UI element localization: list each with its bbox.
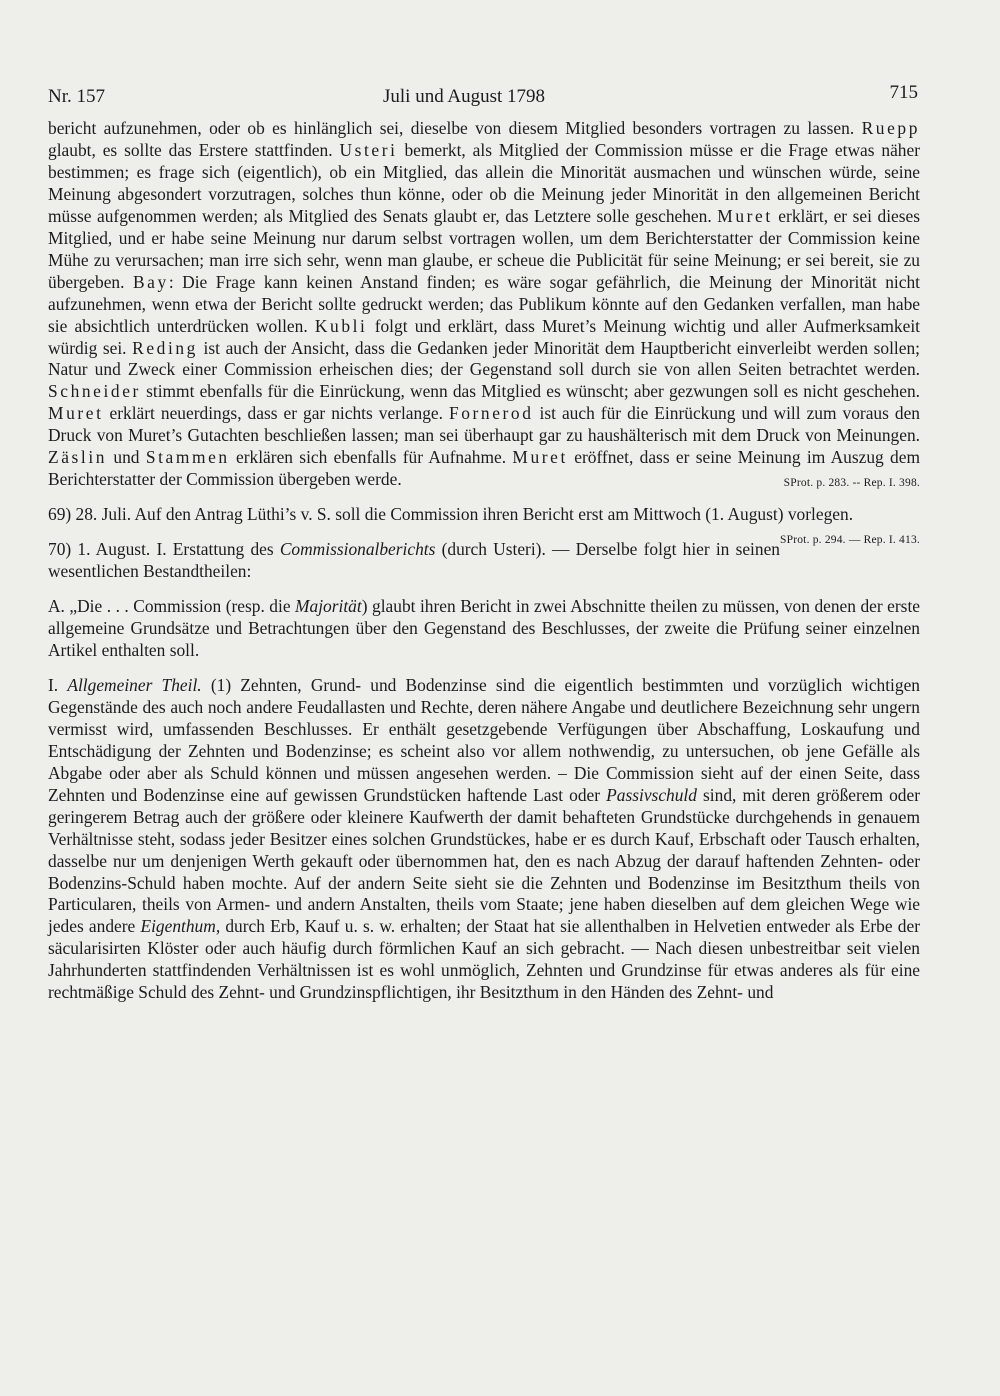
emphasis: Commissionalberichts — [279, 539, 436, 560]
text-run: 70) 1. August. I. Erstattung des — [48, 539, 280, 560]
paragraph-debate — [48, 118, 920, 491]
speaker-name: Muret — [48, 403, 104, 424]
page-number: 715 — [889, 82, 918, 103]
text-run: A. „Die . . . Commission (resp. die — [48, 596, 296, 617]
text-run: durch Erb, Kauf u. s. w. erhalten; der Staat hat sie allenthalben in Helvetien entweder als Erbe der säcularisirten Klöster oder auch häufig durch förmlichen Kauf an sich gebracht. — Nach diesen unbestreitbar seit vielen Jahrhunderten stattfindenden Verhältnissen ist es wohl unmöglich, Zehnten und Grundzinse für etwas anderes als für eine rechtmäßige Schuld des Zehnt- und Grundzinspflichtigen, ihr Besitzthum in den Händen des Zehnt- und — [48, 916, 920, 1003]
text-run: erklärt neuerdings, dass er gar nichts verlange. — [103, 403, 449, 424]
text-run: ) glaubt ihren Bericht in zwei Abschnitte theilen zu müssen, von denen der erste allgemeine Grundsätze und Betrachtungen über den Gegenstand des Beschlusses, der zweite die Prüfung seiner einzelnen Artikel enthalten soll. — [48, 596, 920, 660]
speaker-name: Stammen — [145, 447, 230, 468]
speaker-name: Zäslin — [48, 447, 108, 468]
source-reference: SProt. p. 294. — Rep. I. 413. — [780, 534, 920, 547]
running-header — [48, 82, 918, 116]
text-run: bemerkt, als Mitglied der Commission müsse er die Frage etwas näher bestimmen; es frage sich (eigentlich), ob ein Mitglied, das allein die Minorität ausmachen und wünschen würde, seine Meinung abgesondert vorzutragen, solches thun könne, oder ob die Meinung jeder Minorität in den allgemeinen Bericht müsse aufgenommen werden; als Mitglied des Senats glaubt er, das Letztere solle geschehen. — [48, 139, 920, 226]
header-title: Juli und August 1798 — [383, 86, 546, 107]
text-run: 69) 28. Juli. Auf den Antrag Lüthi’s v. S. soll die Commission ihren Bericht erst am Mittwoch (1. August) vorlegen. — [48, 504, 854, 525]
emphasis: Passivschuld — [606, 784, 697, 805]
text-run: ist auch der Ansicht, dass die Gedanken jeder Minorität dem Hauptbericht einverleibt werden sollen; Natur und Zweck einer Commission erheischen dies; der Gegenstand soll durch sie von allen Seiten betrachtet werden. — [48, 337, 920, 380]
text-run: folgt und erklärt, dass Muret’s Meinung wichtig und aller Aufmerksamkeit würdig sei. — [48, 315, 921, 358]
speaker-name: Muret — [512, 447, 568, 468]
emphasis: Eigenthum, — [140, 916, 221, 937]
speaker-name: Bay — [132, 271, 169, 292]
emphasis: Majorität — [295, 596, 362, 617]
speaker-name: Kubli — [314, 315, 368, 336]
text-run: ist auch für die Einrückung und will zum voraus den Druck von Muret’s Gutachten beschließen lassen; man sei überhaupt gar zu haushälterisch mit dem Druck von Meinungen. — [48, 403, 921, 446]
document-number: Nr. 157 — [48, 86, 105, 107]
speaker-name: Schneider — [48, 381, 141, 402]
text-run: erklären sich ebenfalls für Aufnahme. — [229, 447, 513, 468]
text-run: stimmt ebenfalls für die Einrückung, wenn das Mitglied es wünscht; aber gezwungen soll es nicht geschehen. — [140, 381, 920, 402]
speaker-name: Fornerod — [448, 403, 534, 424]
text-run: bericht aufzunehmen, oder ob es hinlänglich sei, dieselbe von diesem Mitglied besonders vortragen zu lassen. — [48, 118, 855, 138]
text-run: erklärt, er sei dieses Mitglied, und er habe seine Meinung nur darum selbst vortragen wollen, um dem Berichterstatter der Commission keine Mühe zu verursachen; man irre sich sehr, wenn man glaube, er scheue die Publicität für seine Meinung; er sei bereit, sie zu übergeben. — [48, 205, 921, 292]
text-run: (1) Zehnten, Grund- und Bodenzinse sind die eigentlich bestimmten und vorzüglich wichtigen Gegenstände des auch noch andere Feudallasten und Rechte, deren nähere Angabe und deutlichere Bezeichnung sehr ungern vermisst wird, umfassenden Beschlusses. Er enthält gesetzgebende Verfügungen über Abschaffung, Loskaufung und Entschädigung der Zehnten und Bodenzinse; es scheint also vor allem nothwendig, zu untersuchen, ob jene Gefälle als Abgabe oder aber als Schuld können und müssen angesehen werden. – Die Commission sieht auf der einen Seite, dass Zehnten und Bodenzinse eine auf gewissen Grundstücken haftende Last oder — [48, 674, 920, 805]
text-run: glaubt, es sollte das Erstere stattfinden. — [48, 139, 340, 160]
speaker-name: Usteri — [339, 139, 398, 160]
speaker-name: Muret — [717, 205, 773, 226]
speaker-name: Reding — [132, 337, 198, 358]
speaker-name: Ruepp — [861, 118, 920, 138]
text-run: (durch Usteri). — Derselbe folgt hier in seinen wesentlichen Bestandtheilen: — [48, 539, 781, 582]
text-run: sind, mit deren größerem oder geringerem Betrag auch der größere oder kleinere Kaufwerth der damit behafteten Grundstücke durchgehends in genauem Verhältnisse steht, sodass jeder Besitzer eines solchen Grundstückes, habe er es durch Kauf, Erbschaft oder Tausch erhalten, dasselbe nur um denjenigen Werth gekauft oder übernommen hat, den es nach Abzug der darauf haftenden Zehnten- oder Bodenzins-Schuld haben mochte. Auf der andern Seite sieht sie die Zehnten und Bodenzinse im Besitzthum theils von Particularen, theils von Armen- und andern Anstalten, theils vom Staate; jene haben dieselben auf dem gleichen Wege wie jedes andere — [48, 784, 921, 937]
paragraph-69 — [48, 504, 920, 547]
paragraph-a — [48, 596, 920, 662]
text-run: und — [107, 447, 146, 468]
source-reference: SProt. p. 283. -- Rep. I. 398. — [783, 477, 920, 490]
paragraph-general-part — [48, 675, 920, 1004]
text-run: I. — [48, 674, 68, 695]
text-run: : Die Frage kann keinen Anstand finden; es wäre sogar gefährlich, die Meinung der Minorität nicht aufzunehmen, wenn etwa der Bericht sollte gedruckt werden; das Publikum könnte auf den Gedanken verfallen, man habe sie absichtlich unterdrücken wollen. — [48, 271, 920, 336]
body-text — [48, 118, 920, 1004]
text-run: eröffnet, dass er seine Meinung im Auszug dem Berichterstatter der Commission übergeben werde. — [48, 447, 921, 490]
section-heading: Allgemeiner Theil. — [67, 674, 202, 695]
